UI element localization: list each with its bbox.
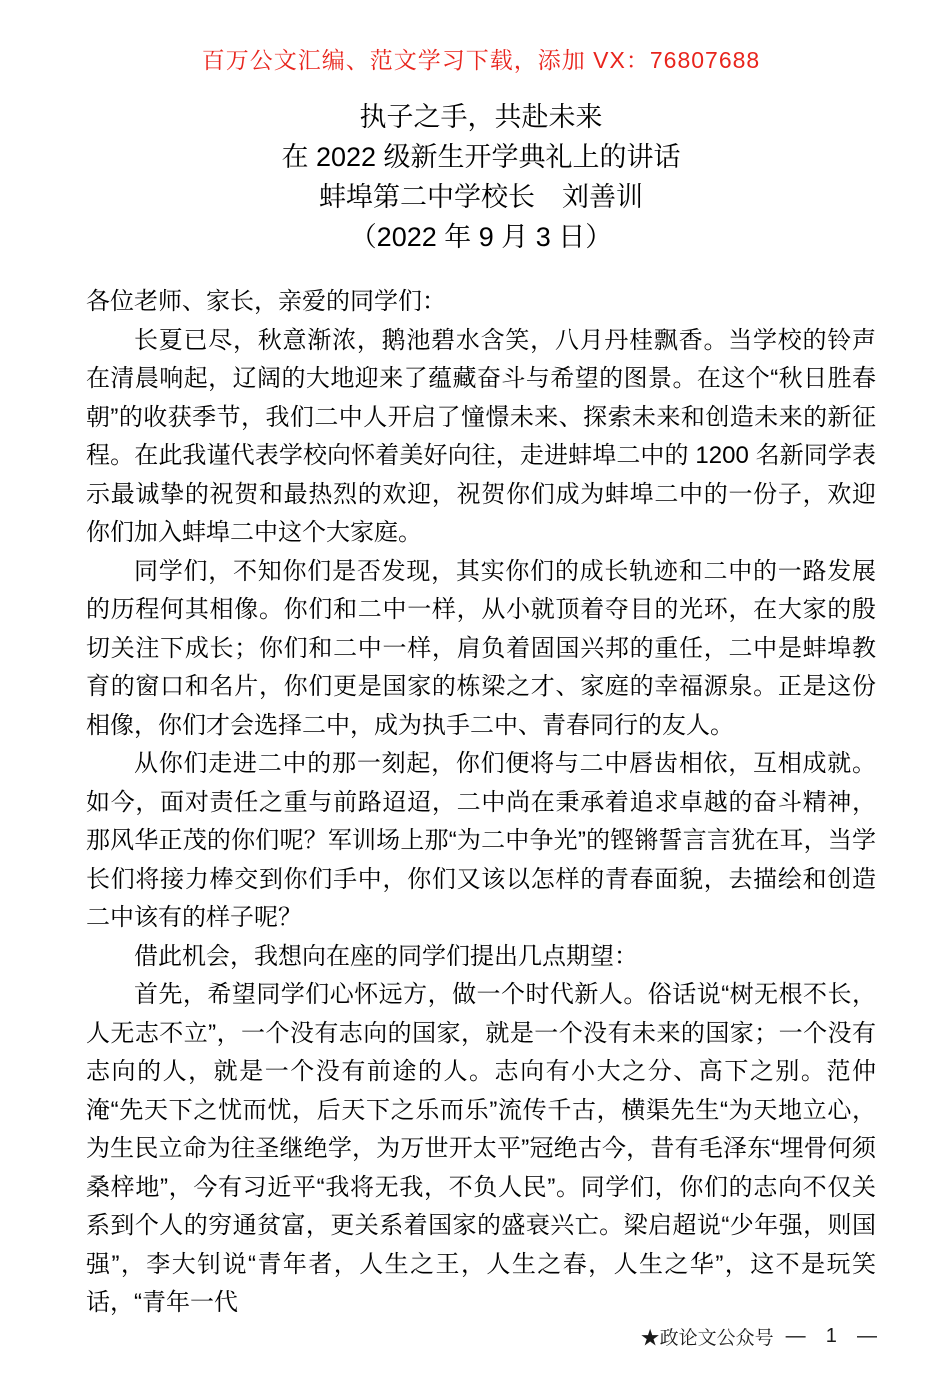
title-block bbox=[86, 97, 876, 257]
document-page bbox=[0, 42, 950, 1323]
paragraph: 首先，希望同学们心怀远方，做一个时代新人。俗话说“树无根不长，人无志不立”，一个没有志向的国家，就是一个没有未来的国家；一个没有志向的人，就是一个没有前途的人。志向有小大之分、高下之别。范仲淹“先天下之忧而忧，后天下之乐而乐”流传千古，横渠先生“为天地立心，为生民立命为往圣继绝学，为万世开太平”冠绝古今，昔有毛泽东“埋骨何须桑梓地”，今有习近平“我将无我，不负人民”。同学们，你们的志向不仅关系到个人的穷通贫富，更关系着国家的盛衰兴亡。梁启超说“少年强，则国强”，李大钊说“青年者，人生之王，人生之春，人生之华”，这不是玩笑话，“青年一代 bbox=[86, 981, 876, 1316]
paragraph: 长夏已尽，秋意渐浓，鹅池碧水含笑，八月丹桂飘香。当学校的铃声在清晨响起，辽阔的大地迎来了蕴藏奋斗与希望的图景。在这个“秋日胜春朝”的收获季节，我们二中人开启了憧憬未来、探索未来和创造未来的新征程。在此我谨代表学校向怀着美好向往，走进蚌埠二中的 1200 名新同学表示最诚挚的祝贺和最热烈的欢迎，祝贺你们成为蚌埠二中的一份子，欢迎你们加入蚌埠二中这个大家庭。 bbox=[86, 326, 876, 546]
document-title: 执子之手，共赴未来 bbox=[359, 102, 603, 132]
paragraph: 同学们，不知你们是否发现，其实你们的成长轨迹和二中的一路发展的历程何其相像。你们和二中一样，从小就顶着夺目的光环，在大家的殷切关注下成长；你们和二中一样，肩负着固国兴邦的重任，二中是蚌埠教育的窗口和名片，你们更是国家的栋梁之才、家庭的幸福源泉。正是这份相像，你们才会选择二中，成为执手二中、青春同行的友人。 bbox=[86, 557, 876, 739]
document-subtitle: 在 2022 级新生开学典礼上的讲话 bbox=[281, 142, 681, 172]
page-footer bbox=[641, 1323, 880, 1350]
page-number: — 1 — bbox=[785, 1325, 880, 1347]
speech-body bbox=[86, 283, 876, 1323]
paragraph: 从你们走进二中的那一刻起，你们便将与二中唇齿相依，互相成就。如今，面对责任之重与前路迢迢，二中尚在秉承着追求卓越的奋斗精神，那风华正茂的你们呢？军训场上那“为二中争光”的铿锵誓言言犹在耳，当学长们将接力棒交到你们手中，你们又该以怎样的青春面貌，去描绘和创造二中该有的样子呢？ bbox=[86, 750, 876, 931]
salutation: 各位老师、家长，亲爱的同学们： bbox=[86, 288, 446, 315]
promo-banner: 百万公文汇编、范文学习下载，添加 VX：76807688 bbox=[201, 47, 761, 73]
speaker-line: 蚌埠第二中学校长 刘善训 bbox=[319, 182, 643, 212]
date-line: （2022 年 9 月 3 日） bbox=[349, 222, 613, 252]
paragraph: 借此机会，我想向在座的同学们提出几点期望： bbox=[134, 942, 638, 970]
footer-source: ★政论文公众号 bbox=[640, 1328, 774, 1349]
